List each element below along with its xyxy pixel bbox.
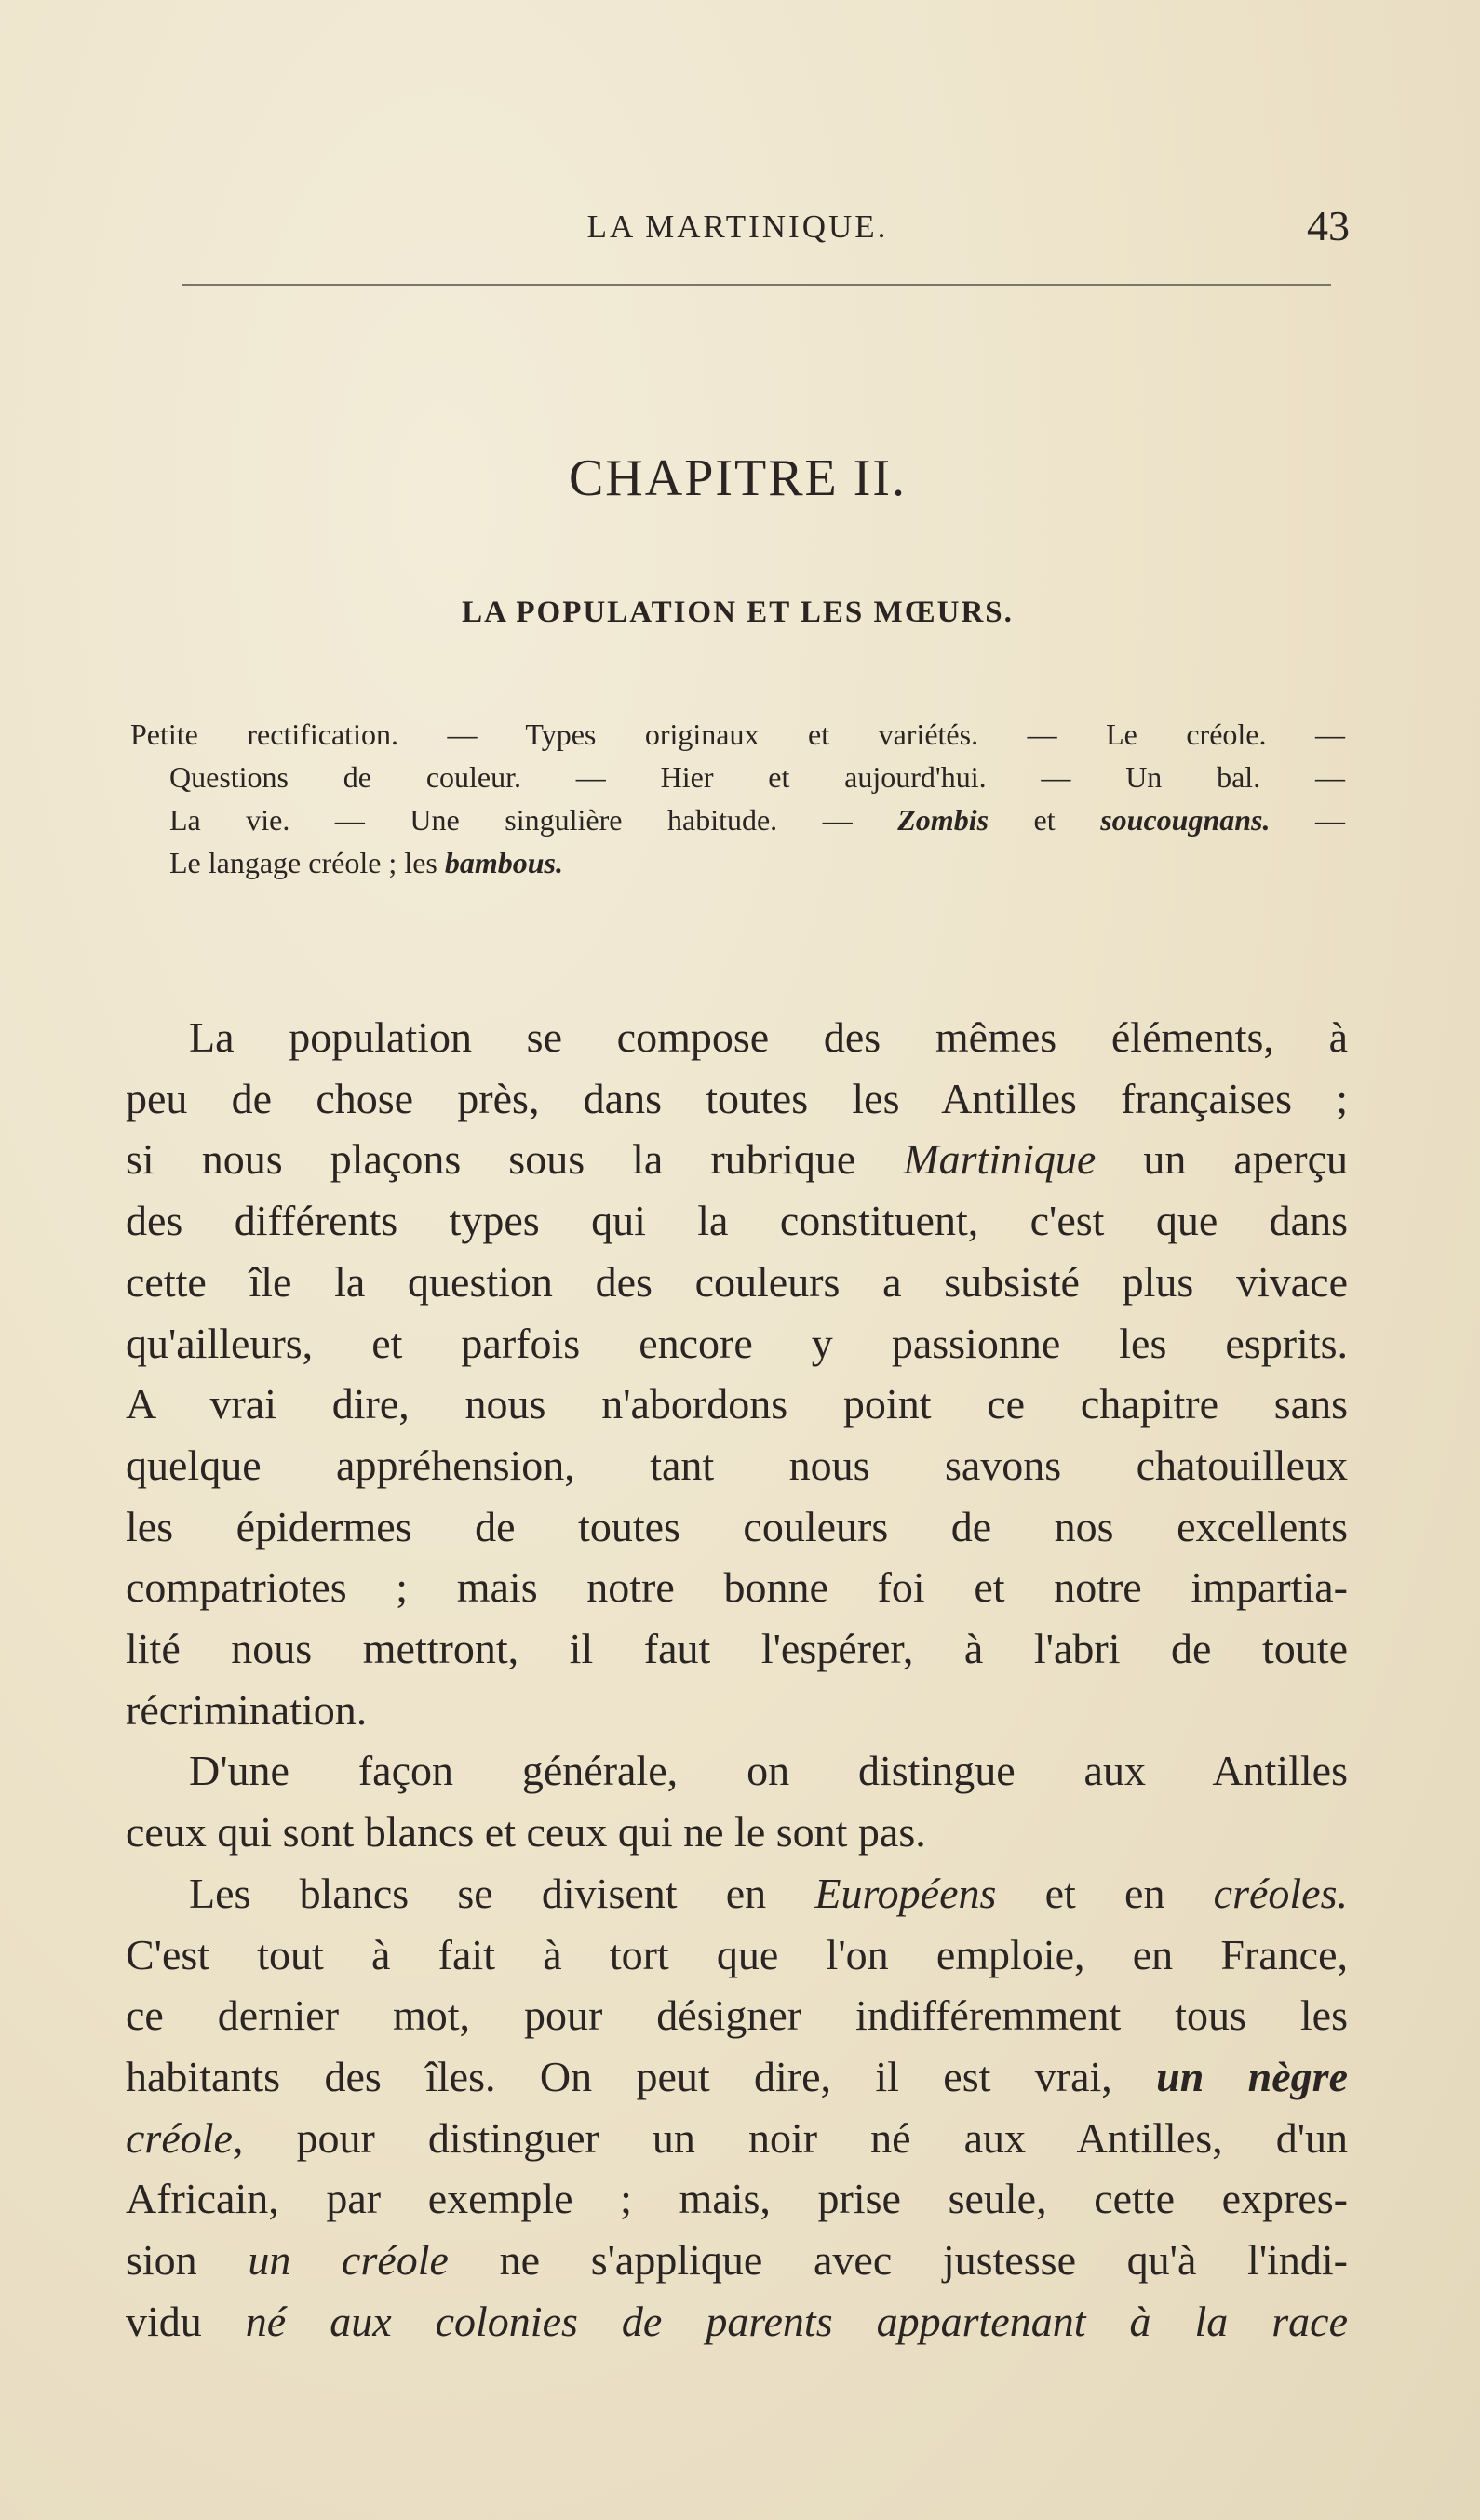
summary-text: — <box>1270 803 1346 837</box>
chapter-title: CHAPITRE II. <box>568 449 908 507</box>
paragraph-line: cette île la question des couleurs a subsisté plus vivace <box>126 1257 1348 1306</box>
paragraph-line: D'une façon générale, on distingue aux Antilles <box>189 1747 1348 1795</box>
paragraph-line: A vrai dire, nous n'abordons point ce chapitre sans <box>126 1380 1348 1428</box>
paragraph-italic: un nègre <box>1156 2052 1349 2100</box>
paragraph-line: compatriotes ; mais notre bonne foi et notre impartia- <box>126 1563 1348 1612</box>
paragraph-line <box>126 1863 1348 1924</box>
paragraph-text: habitants des îles. On peut dire, il est vrai, <box>126 2052 1157 2100</box>
paragraph-line: peu de chose près, dans toutes les Antilles françaises ; <box>126 1074 1348 1122</box>
paragraph-line: C'est tout à fait à tort que l'on emploie, en France, <box>126 1930 1348 1978</box>
paragraph-line <box>126 2108 1348 2169</box>
paragraph-text: sion <box>126 2236 249 2285</box>
chapter-subtitle: LA POPULATION ET LES MŒURS. <box>462 596 1014 629</box>
paragraph-text: si nous plaçons sous la rubrique <box>126 1135 904 1184</box>
paragraph-line <box>126 2046 1348 2108</box>
paragraph-line: des différents types qui la constituent, c'est que dans <box>126 1197 1348 1245</box>
paragraph-text: Les blancs se divisent en <box>189 1869 815 1917</box>
paragraph-text: vidu <box>126 2297 246 2345</box>
paragraph-line: La population se compose des mêmes éléments, à <box>189 1013 1348 1061</box>
paragraph-italic: Européens <box>814 1869 997 1917</box>
paragraph-line: Africain, par exemple ; mais, prise seule, cette expres- <box>126 2175 1348 2223</box>
paragraph-text: un aperçu <box>1096 1135 1348 1184</box>
summary-line <box>130 798 1345 841</box>
paragraph-italic: créole, <box>126 2113 244 2162</box>
paragraph-line <box>126 2230 1348 2291</box>
paragraph-line: ceux qui sont blancs et ceux qui ne le sont pas. <box>126 1808 926 1856</box>
paragraph-italic: créoles. <box>1213 1869 1348 1917</box>
chapter-summary <box>130 713 1345 884</box>
summary-text: Le langage créole ; les <box>169 846 445 879</box>
paragraph-line: les épidermes de toutes couleurs de nos excellents <box>126 1502 1348 1550</box>
book-page <box>126 0 1350 2520</box>
summary-text: et <box>989 803 1101 837</box>
summary-italic: soucougnans. <box>1100 803 1271 837</box>
paragraph-line: lité nous mettront, il faut l'espérer, à l'abri de toute <box>126 1625 1348 1673</box>
paragraph-text: ne s'applique avec justesse qu'à l'indi- <box>448 2236 1348 2285</box>
paragraph-line: ce dernier mot, pour désigner indifféremment tous les <box>126 1991 1348 2040</box>
header-rule <box>182 284 1331 286</box>
running-head <box>126 194 1350 259</box>
paragraph-line: quelque appréhension, tant nous savons chatouilleux <box>126 1441 1348 1489</box>
paragraph-line: qu'ailleurs, et parfois encore y passionne les esprits. <box>126 1319 1348 1367</box>
summary-line <box>130 841 1345 884</box>
summary-text: La vie. — Une singulière habitude. — <box>169 803 898 837</box>
paragraph-line <box>126 1129 1348 1190</box>
paragraph-text: pour distinguer un noir né aux Antilles, d'un <box>243 2113 1348 2162</box>
summary-italic: Zombis <box>897 803 989 837</box>
paragraph-line: récrimination. <box>126 1685 368 1734</box>
paragraph-italic: un créole <box>248 2236 449 2285</box>
paragraph-italic: Martinique <box>903 1135 1097 1184</box>
summary-italic: bambous. <box>444 846 563 879</box>
paragraph-italic: né aux colonies de parents appartenant à la race <box>245 2297 1349 2345</box>
page-number: 43 <box>1307 202 1350 249</box>
paragraph-line <box>126 2291 1348 2352</box>
running-head-title: LA MARTINIQUE. <box>586 208 889 245</box>
summary-line: Petite rectification. — Types originaux et variétés. — Le créole. — <box>130 717 1345 751</box>
paragraph-text: et en <box>996 1869 1214 1917</box>
body-text <box>126 1007 1348 2352</box>
summary-line: Questions de couleur. — Hier et aujourd'hui. — Un bal. — <box>169 760 1345 794</box>
